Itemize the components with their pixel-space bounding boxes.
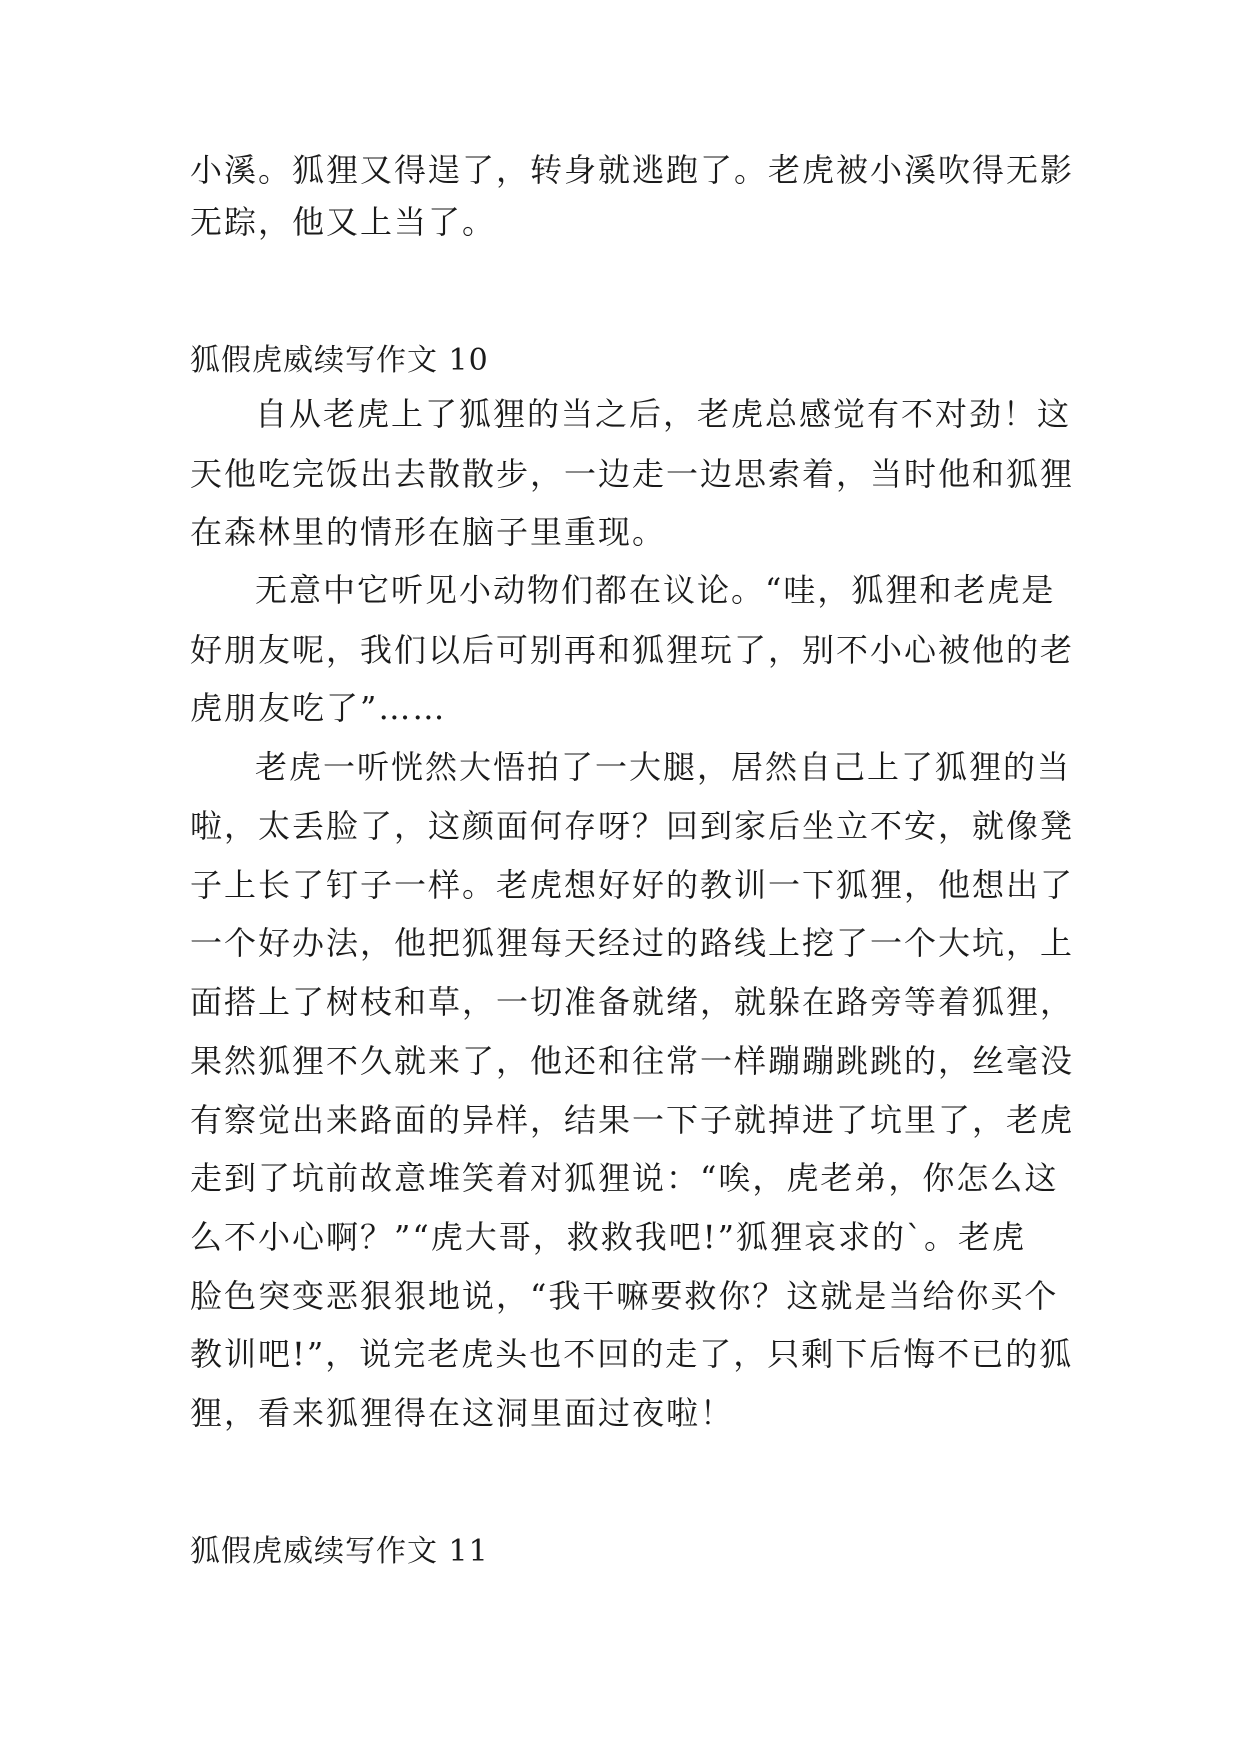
text-line: 啦，太丢脸了，这颜面何存呀？回到家后坐立不安，就像凳 bbox=[190, 807, 1075, 845]
text-line: 子上长了钉子一样。老虎想好好的教训一下狐狸，他想出了 bbox=[190, 866, 1075, 904]
text-line: 一个好办法，他把狐狸每天经过的路线上挖了一个大坑，上 bbox=[190, 924, 1075, 962]
text-line: 教训吧!”，说完老虎头也不回的走了，只剩下后悔不已的狐 bbox=[190, 1335, 1074, 1373]
text-line: 脸色突变恶狠狠地说，“我干嘛要救你？这就是当给你买个 bbox=[190, 1277, 1059, 1315]
text-line: 果然狐狸不久就来了，他还和往常一样蹦蹦跳跳的，丝毫没 bbox=[190, 1042, 1075, 1080]
text-line: 好朋友呢，我们以后可别再和狐狸玩了，别不小心被他的老 bbox=[190, 631, 1075, 669]
text-line: 无踪，他又上当了。 bbox=[190, 203, 497, 241]
text-line: 走到了坑前故意堆笑着对狐狸说：“唉，虎老弟，你怎么这 bbox=[190, 1159, 1059, 1197]
text-line: 么不小心啊？”“虎大哥，救救我吧!”狐狸哀求的`。老虎 bbox=[190, 1218, 1026, 1256]
text-line: 有察觉出来路面的异样，结果一下子就掉进了坑里了，老虎 bbox=[190, 1101, 1075, 1139]
text-line: 狸，看来狐狸得在这洞里面过夜啦！ bbox=[190, 1394, 735, 1432]
text-line: 虎朋友吃了”…… bbox=[190, 689, 447, 727]
text-line: 在森林里的情形在脑子里重现。 bbox=[190, 513, 667, 551]
text-line: 小溪。狐狸又得逞了，转身就逃跑了。老虎被小溪吹得无影 bbox=[190, 151, 1075, 189]
text-line: 天他吃完饭出去散散步，一边走一边思索着，当时他和狐狸 bbox=[190, 455, 1075, 493]
text-line: 老虎一听恍然大悟拍了一大腿，居然自己上了狐狸的当 bbox=[255, 748, 1072, 786]
text-line: 面搭上了树枝和草，一切准备就绪，就躲在路旁等着狐狸， bbox=[190, 983, 1075, 1021]
section-heading: 狐假虎威续写作文 11 bbox=[190, 1534, 489, 1569]
text-line: 无意中它听见小动物们都在议论。“哇，狐狸和老虎是 bbox=[255, 571, 1056, 609]
text-line: 自从老虎上了狐狸的当之后，老虎总感觉有不对劲！这 bbox=[255, 395, 1072, 433]
section-heading: 狐假虎威续写作文 10 bbox=[190, 343, 489, 378]
